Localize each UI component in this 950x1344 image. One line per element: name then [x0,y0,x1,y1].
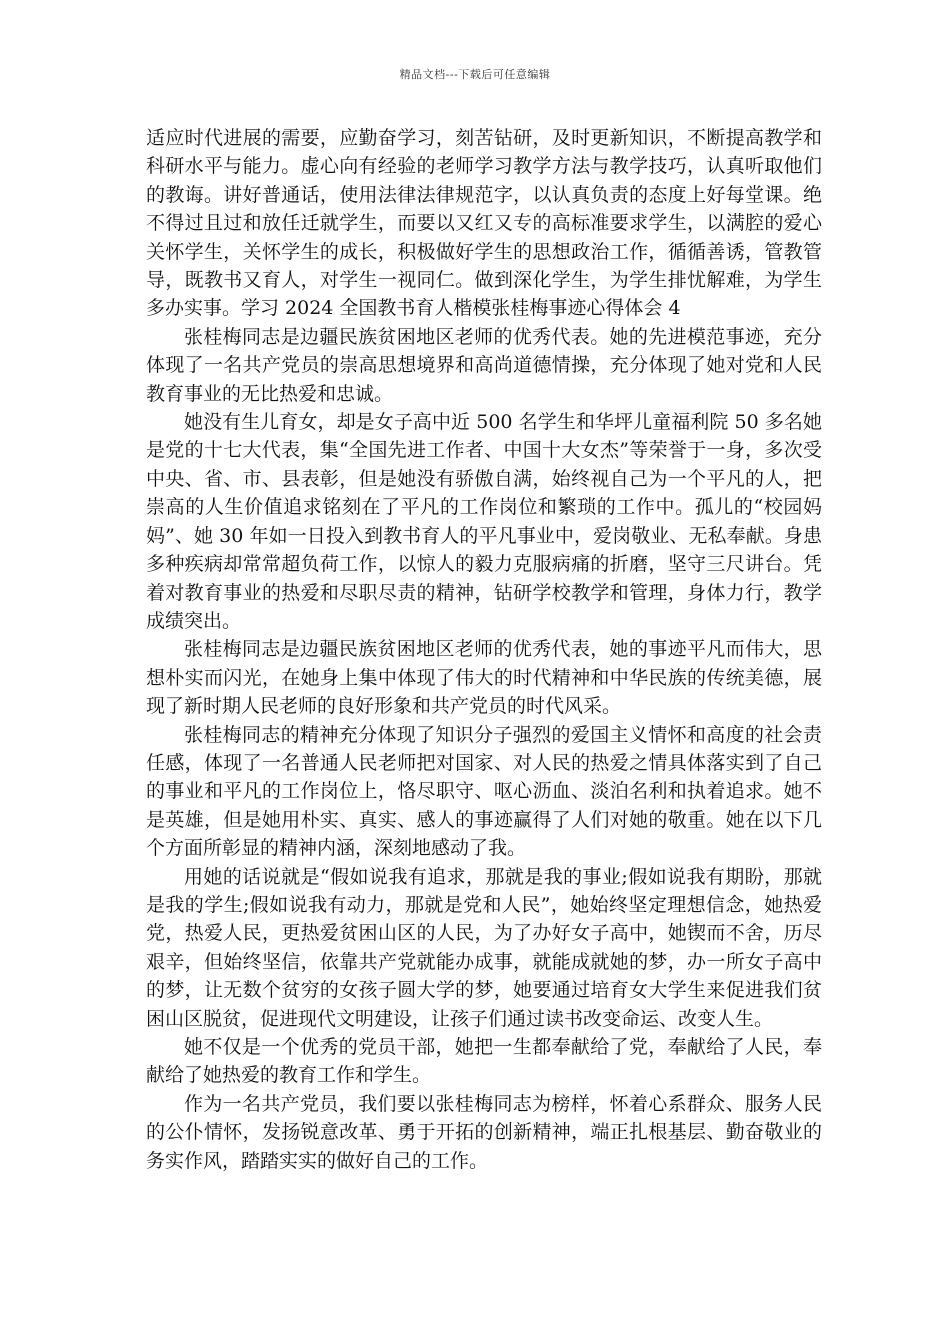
paragraph-1: 适应时代进展的需要，应勤奋学习，刻苦钻研，及时更新知识，不断提高教学和科研水平与能力。虚心向有经验的老师学习教学方法与教学技巧，认真听取他们的教诲。讲好普通话，使用法律法律规范字，以认真负责的态度上好每堂课。绝不得过且过和放任迁就学生，而要以又红又专的高标准要求学生，以满腔的爱心关怀学生，关怀学生的成长，积极做好学生的思想政治工作，循循善诱，管教管导，既教书又育人，对学生一视同仁。做到深化学生，为学生排忧解难，为学生多办实事。学习 2024 全国教书育人楷模张桂梅事迹心得体会 4 [146,127,822,320]
paragraph-7: 她不仅是一个优秀的党员干部，她把一生都奉献给了党，奉献给了人民，奉献给了她热爱的教育工作和学生。 [146,1036,822,1087]
paragraph-5: 张桂梅同志的精神充分体现了知识分子强烈的爱国主义情怀和高度的社会责任感，体现了一名普通人民老师把对国家、对人民的热爱之情具体落实到了自己的事业和平凡的工作岗位上，恪尽职守、呕心沥血、淡泊名利和执着追求。她不是英雄，但是她用朴实、真实、感人的事迹赢得了人们对她的敬重。她在以下几个方面所彰显的精神内涵，深刻地感动了我。 [146,723,822,860]
paragraph-8: 作为一名共产党员，我们要以张桂梅同志为榜样，怀着心系群众、服务人民的公仆情怀，发扬锐意改革、勇于开拓的创新精神，端正扎根基层、勤奋敬业的务实作风，踏踏实实的做好自己的工作。 [146,1092,822,1172]
paragraph-2: 张桂梅同志是边疆民族贫困地区老师的优秀代表。她的先进模范事迹，充分体现了一名共产党员的崇高思想境界和高尚道德情操，充分体现了她对党和人民教育事业的无比热爱和忠诚。 [146,325,822,405]
paragraph-3: 她没有生儿育女，却是女子高中近 500 名学生和华坪儿童福利院 50 多名她是党的十七大代表，集“全国先进工作者、中国十大女杰”等荣誉于一身，多次受中央、省、市、县表彰，但是她没有骄傲自满，始终视自己为一个平凡的人，把崇高的人生价值追求铭刻在了平凡的工作岗位和繁琐的工作中。孤儿的“校园妈妈”、她 30 年如一日投入到教书育人的平凡事业中，爱岗敬业、无私奉献。身患多种疾病却常常超负荷工作，以惊人的毅力克服病痛的折磨，坚守三尺讲台。凭着对教育事业的热爱和尽职尽责的精神，钻研学校教学和管理，身体力行，教学成绩突出。 [146,411,822,632]
page-header: 精品文档---下载后可任意编辑 [399,68,551,81]
document-body [146,124,822,1175]
paragraph-6: 用她的话说就是“假如说我有追求，那就是我的事业;假如说我有期盼，那就是我的学生;假如说我有动力，那就是党和人民”，她始终坚定理想信念，她热爱党，热爱人民，更热爱贫困山区的人民，为了办好女子高中，她锲而不舍，历尽艰辛，但始终坚信，依靠共产党就能办成事，就能成就她的梦，办一所女子高中的梦，让无数个贫穷的女孩子圆大学的梦，她要通过培育女大学生来促进我们贫困山区脱贫，促进现代文明建设，让孩子们通过读书改变命运、改变人生。 [146,865,822,1030]
paragraph-4: 张桂梅同志是边疆民族贫困地区老师的优秀代表，她的事迹平凡而伟大，思想朴实而闪光，在她身上集中体现了伟大的时代精神和中华民族的传统美德，展现了新时期人民老师的良好形象和共产党员的时代风采。 [146,638,822,718]
